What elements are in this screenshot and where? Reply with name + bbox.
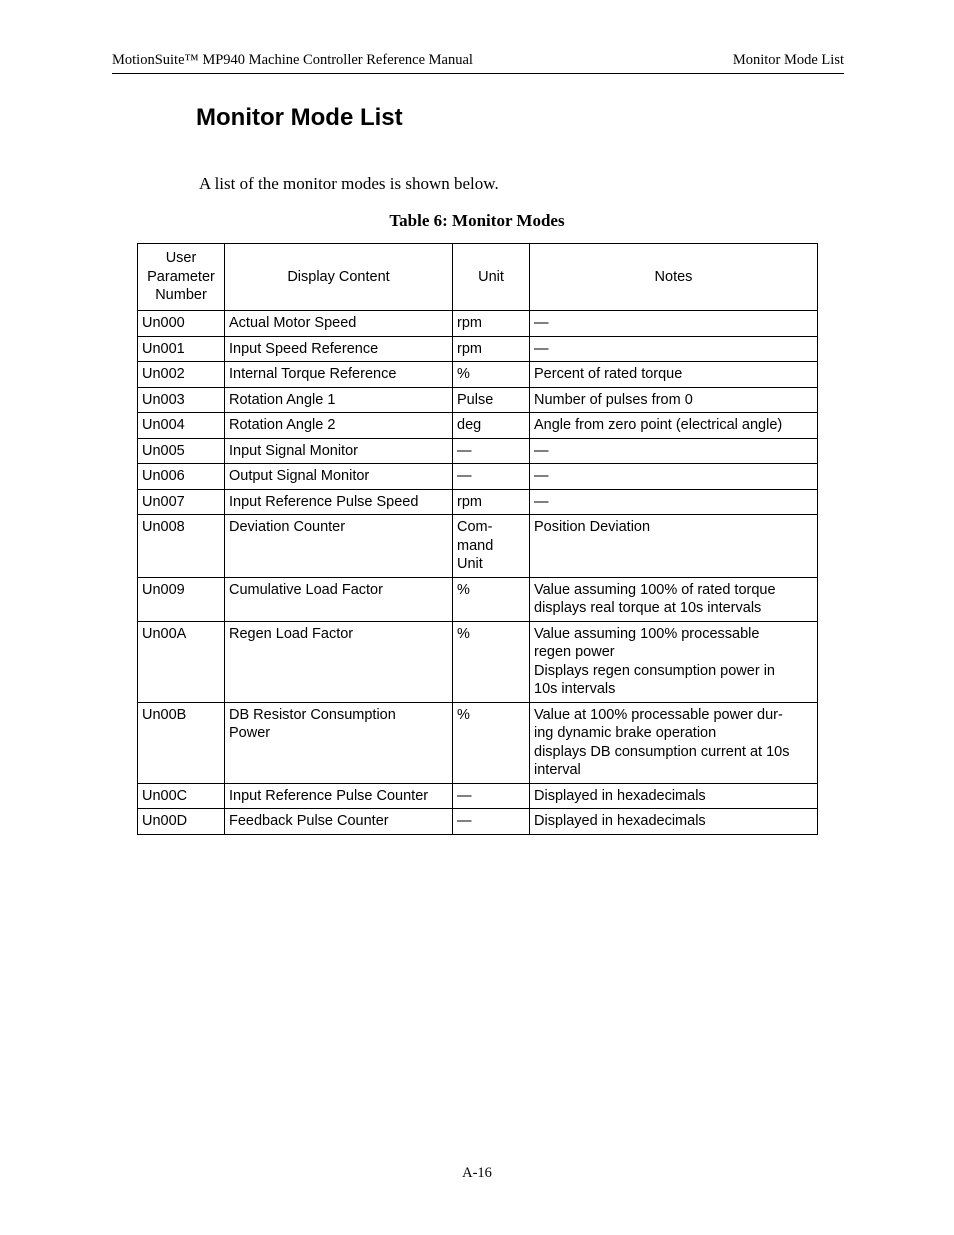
unit-cell: rpm [453,489,530,515]
display-content-cell: Feedback Pulse Counter [225,809,453,835]
display-content-cell: Output Signal Monitor [225,464,453,490]
display-content-cell: Input Reference Pulse Counter [225,783,453,809]
manual-title: MotionSuite™ MP940 Machine Controller Reference Manual [112,52,473,68]
parameter-number-cell: Un001 [138,336,225,362]
unit-cell: rpm [453,311,530,337]
page-title: Monitor Mode List [196,104,403,131]
unit-cell: % [453,702,530,783]
display-content-cell: Input Signal Monitor [225,438,453,464]
unit-cell: Com- mand Unit [453,515,530,578]
intro-text: A list of the monitor modes is shown below. [199,174,499,193]
unit-cell: deg [453,413,530,439]
header-unit: Unit [453,244,530,311]
table-row [138,362,818,388]
table-row [138,438,818,464]
parameter-number-cell: Un005 [138,438,225,464]
notes-cell: Value assuming 100% of rated torque displays real torque at 10s intervals [530,577,818,621]
unit-cell: — [453,464,530,490]
parameter-number-cell: Un00C [138,783,225,809]
table-row [138,809,818,835]
unit-cell: — [453,783,530,809]
table-header-row [138,244,818,311]
notes-cell: Displayed in hexadecimals [530,783,818,809]
table-caption: Table 6: Monitor Modes [389,211,565,230]
table-row [138,464,818,490]
display-content-cell: Rotation Angle 2 [225,413,453,439]
header-notes: Notes [530,244,818,311]
parameter-number-cell: Un002 [138,362,225,388]
display-content-cell: DB Resistor Consumption Power [225,702,453,783]
parameter-number-cell: Un009 [138,577,225,621]
page-header [112,52,844,74]
display-content-cell: Input Speed Reference [225,336,453,362]
table-row [138,621,818,702]
table-row [138,515,818,578]
parameter-number-cell: Un00A [138,621,225,702]
table-body [138,311,818,835]
notes-cell: Percent of rated torque [530,362,818,388]
table-row [138,577,818,621]
monitor-modes-table [137,243,818,835]
table-row [138,413,818,439]
unit-cell: Pulse [453,387,530,413]
display-content-cell: Internal Torque Reference [225,362,453,388]
notes-cell: Number of pulses from 0 [530,387,818,413]
parameter-number-cell: Un00D [138,809,225,835]
notes-cell: — [530,489,818,515]
unit-cell: rpm [453,336,530,362]
parameter-number-cell: Un003 [138,387,225,413]
display-content-cell: Cumulative Load Factor [225,577,453,621]
page-number: A-16 [462,1165,492,1181]
notes-cell: — [530,336,818,362]
unit-cell: % [453,362,530,388]
table-row [138,702,818,783]
notes-cell: Angle from zero point (electrical angle) [530,413,818,439]
parameter-number-cell: Un004 [138,413,225,439]
parameter-number-cell: Un006 [138,464,225,490]
display-content-cell: Regen Load Factor [225,621,453,702]
table-row [138,387,818,413]
table-row [138,311,818,337]
display-content-cell: Actual Motor Speed [225,311,453,337]
notes-cell: Value at 100% processable power dur- ing dynamic brake operation displays DB consumption current at 10s interval [530,702,818,783]
notes-cell: Displayed in hexadecimals [530,809,818,835]
unit-cell: % [453,621,530,702]
table-row [138,336,818,362]
header-parameter-number: User Parameter Number [138,244,225,311]
unit-cell: % [453,577,530,621]
display-content-cell: Input Reference Pulse Speed [225,489,453,515]
table-row [138,783,818,809]
notes-cell: — [530,438,818,464]
header-display-content: Display Content [225,244,453,311]
display-content-cell: Rotation Angle 1 [225,387,453,413]
notes-cell: Value assuming 100% processable regen power Displays regen consumption power in 10s intervals [530,621,818,702]
notes-cell: — [530,311,818,337]
section-title: Monitor Mode List [732,52,844,68]
unit-cell: — [453,809,530,835]
notes-cell: — [530,464,818,490]
display-content-cell: Deviation Counter [225,515,453,578]
parameter-number-cell: Un008 [138,515,225,578]
parameter-number-cell: Un00B [138,702,225,783]
table-row [138,489,818,515]
parameter-number-cell: Un007 [138,489,225,515]
parameter-number-cell: Un000 [138,311,225,337]
notes-cell: Position Deviation [530,515,818,578]
unit-cell: — [453,438,530,464]
